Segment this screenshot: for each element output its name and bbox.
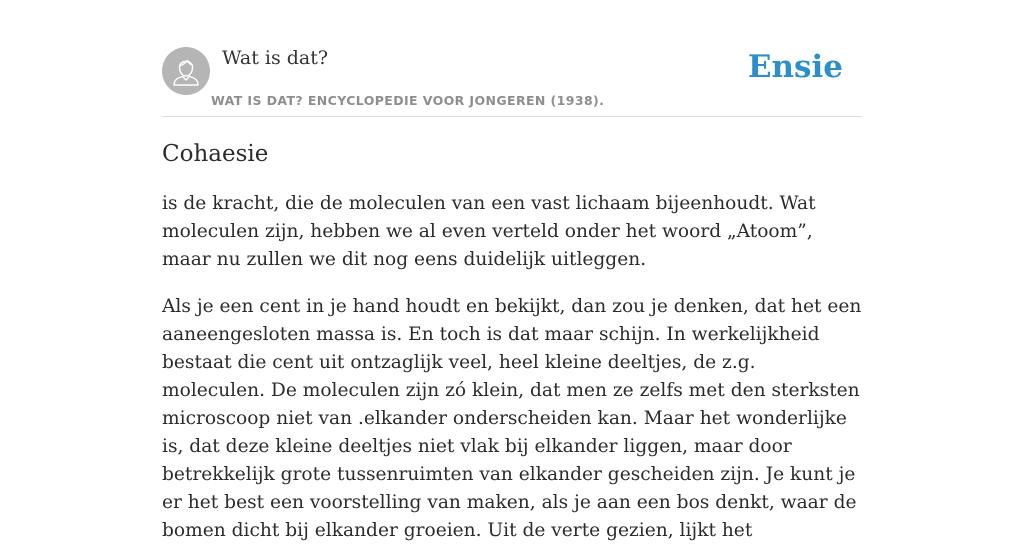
- ensie-logo[interactable]: Ensie: [747, 49, 843, 85]
- article: [162, 138, 862, 545]
- source-header: [162, 46, 862, 117]
- article-paragraph: is de kracht, die de moleculen van een vast lichaam bijeenhoudt. Wat moleculen zijn, hebben we al even verteld onder het woord „Atoom”, maar nu zullen we dit nog eens duidelijk uitleggen.: [162, 193, 816, 270]
- article-title: Cohaesie: [162, 141, 269, 167]
- avatar[interactable]: [162, 47, 210, 95]
- article-paragraph: Als je een cent in je hand houdt en bekijkt, dan zou je denken, dat het een aaneengesloten massa is. En toch is dat maar schijn. In werkelijkheid bestaat die cent uit ontzaglijk veel, heel kleine deeltjes, de z.g. moleculen. De moleculen zijn zó klein, dat men ze zelfs met den sterksten microscoop niet van .elkander onderscheiden kan. Maar het wonderlijke is, dat deze kleine deeltjes niet vlak bij elkander liggen, maar door betrekkelijk grote tussenruimten van elkander gescheiden zijn. Je kunt je er het best een voorstelling van maken, als je aan een bos denkt, waar de bomen dicht bij elkander groeien. Uit de verte gezien, lijkt het: [162, 296, 862, 541]
- user-icon: [162, 47, 210, 95]
- source-subtitle[interactable]: WAT IS DAT? ENCYCLOPEDIE VOOR JONGEREN (1938).: [211, 93, 605, 108]
- source-title[interactable]: Wat is dat?: [222, 47, 329, 69]
